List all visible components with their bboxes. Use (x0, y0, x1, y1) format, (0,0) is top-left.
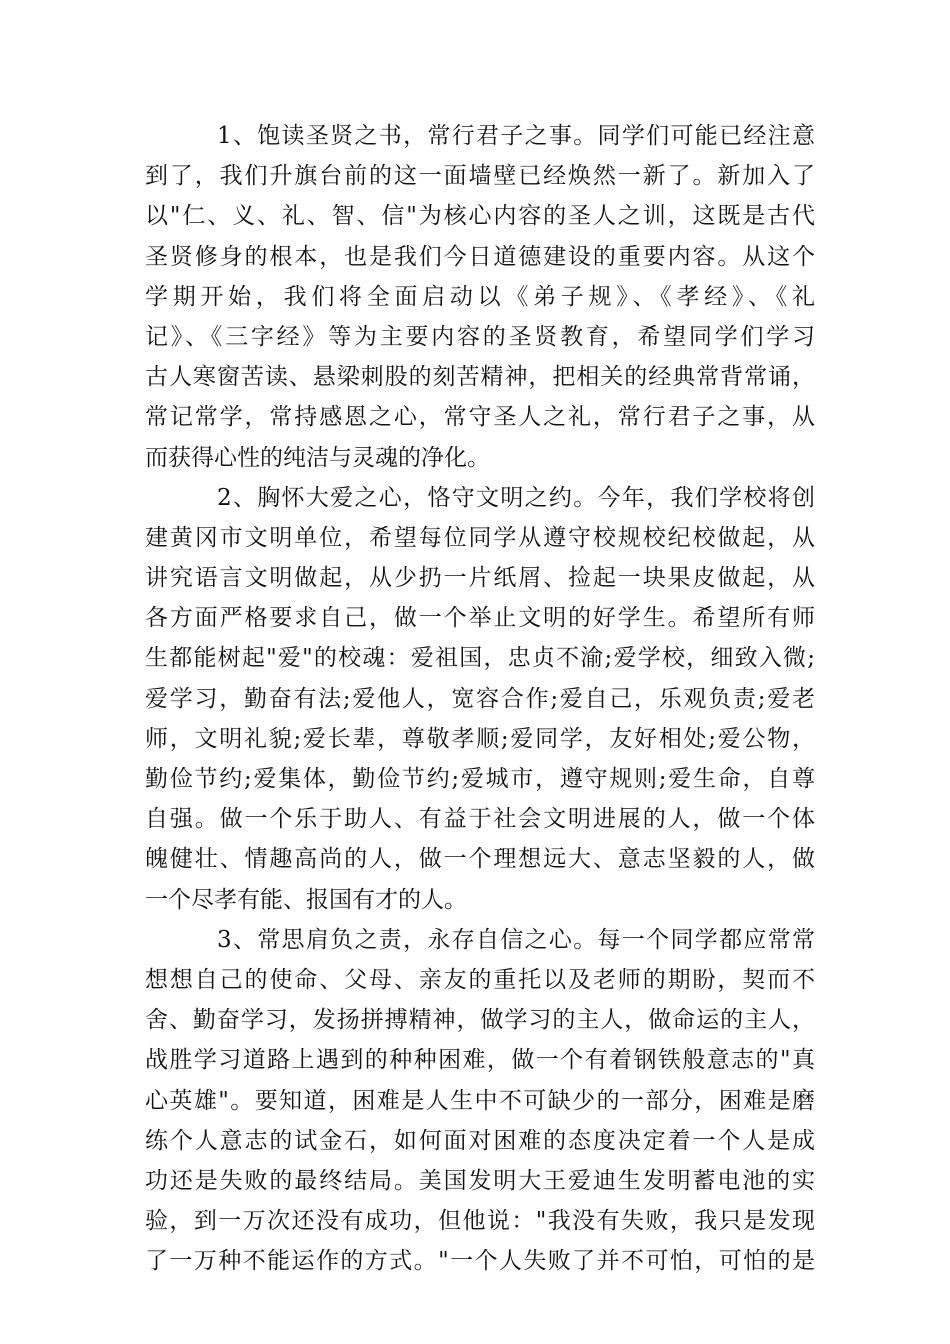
text-line: 圣贤修身的根本，也是我们今日道德建设的重要内容。从这个 (145, 243, 815, 270)
text-line: 了一万种不能运作的方式。"一个人失败了并不可怕，可怕的是 (145, 1248, 815, 1275)
text-line: 自强。做一个乐于助人、有益于社会文明进展的人，做一个体 (145, 806, 815, 833)
text-line: 常记常学，常持感恩之心，常守圣人之礼，常行君子之事，从 (145, 404, 815, 431)
text-line: 记》、《三字经》等为主要内容的圣贤教育，希望同学们学习 (145, 323, 815, 350)
text-line: 战胜学习道路上遇到的种种困难，做一个有着钢铁般意志的"真 (145, 1047, 815, 1074)
document-body (145, 116, 815, 1281)
text-line: 讲究语言文明做起，从少扔一片纸屑、捡起一块果皮做起，从 (145, 565, 815, 592)
text-line: 练个人意志的试金石，如何面对困难的态度决定着一个人是成 (145, 1127, 815, 1154)
paragraph-first-line: 2、胸怀大爱之心，恪守文明之约。今年，我们学校将创 (217, 484, 815, 511)
text-line: 功还是失败的最终结局。美国发明大王爱迪生发明蓄电池的实 (145, 1167, 815, 1194)
text-line: 生都能树起"爱"的校魂：爱祖国，忠贞不渝;爱学校，细致入微; (145, 645, 815, 672)
text-line: 建黄冈市文明单位，希望每位同学从遵守校规校纪校做起，从 (145, 524, 815, 551)
text-line: 各方面严格要求自己，做一个举止文明的好学生。希望所有师 (145, 605, 815, 632)
text-line: 一个尽孝有能、报国有才的人。 (145, 886, 467, 913)
text-line: 到了，我们升旗台前的这一面墙壁已经焕然一新了。新加入了 (145, 163, 815, 190)
text-line: 魄健壮、情趣高尚的人，做一个理想远大、意志坚毅的人，做 (145, 846, 815, 873)
paragraph-first-line: 3、常思肩负之责，永存自信之心。每一个同学都应常常 (217, 926, 815, 953)
text-line: 爱学习，勤奋有法;爱他人，宽容合作;爱自己，乐观负责;爱老 (145, 685, 815, 712)
text-line: 想想自己的使命、父母、亲友的重托以及老师的期盼，契而不 (145, 966, 815, 993)
text-line: 而获得心性的纯洁与灵魂的净化。 (145, 444, 490, 471)
text-line: 以"仁、义、礼、智、信"为核心内容的圣人之训，这既是古代 (145, 203, 815, 230)
text-line: 古人寒窗苦读、悬梁刺股的刻苦精神，把相关的经典常背常诵， (145, 364, 815, 391)
text-line: 心英雄"。要知道，困难是人生中不可缺少的一部分，困难是磨 (145, 1087, 815, 1114)
text-line: 学期开始，我们将全面启动以《弟子规》、《孝经》、《礼 (145, 283, 815, 310)
paragraph-first-line: 1、饱读圣贤之书，常行君子之事。同学们可能已经注意 (217, 123, 815, 149)
text-line: 验，到一万次还没有成功，但他说："我没有失败，我只是发现 (145, 1208, 815, 1235)
text-line: 师，文明礼貌;爱长辈，尊敬孝顺;爱同学，友好相处;爱公物， (145, 725, 815, 752)
text-line: 勤俭节约;爱集体，勤俭节约;爱城市，遵守规则;爱生命，自尊 (145, 766, 815, 792)
text-line: 舍、勤奋学习，发扬拼搏精神，做学习的主人，做命运的主人， (145, 1007, 815, 1034)
